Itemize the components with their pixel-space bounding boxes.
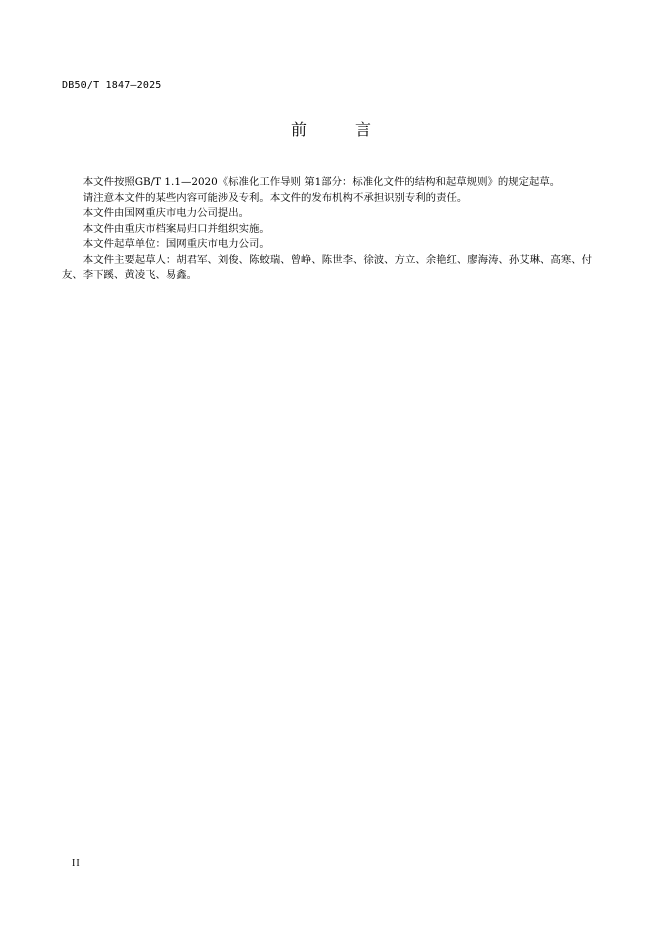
- paragraph-drafters: 本文件主要起草人：胡君军、刘俊、陈蛟瑞、曾峥、陈世李、徐波、方立、余艳红、廖海涛、孙艾琳、高寒、付友、李下蹊、黄凌飞、易鑫。: [62, 253, 592, 281]
- paragraph-administrator: 本文件由重庆市档案局归口并组织实施。: [82, 222, 270, 235]
- paragraph-proposer: 本文件由国网重庆市电力公司提出。: [82, 207, 250, 219]
- foreword-body: [62, 175, 592, 284]
- title-char-2: 言: [355, 120, 372, 139]
- paragraph-drafting-rules: 本文件按照GB/T 1.1—2020《标准化工作导则 第1部分：标准化文件的结构和起草规则》的规定起草。: [82, 176, 561, 188]
- paragraph-drafting-unit: 本文件起草单位：国网重庆市电力公司。: [82, 238, 270, 250]
- paragraph-patent-notice: 请注意本文件的某些内容可能涉及专利。本文件的发布机构不承担识别专利的责任。: [82, 191, 468, 204]
- standard-code: DB50/T 1847—2025: [62, 80, 162, 91]
- title-char-1: 前: [290, 120, 307, 139]
- page-title: [0, 121, 662, 139]
- page-number: II: [72, 858, 81, 869]
